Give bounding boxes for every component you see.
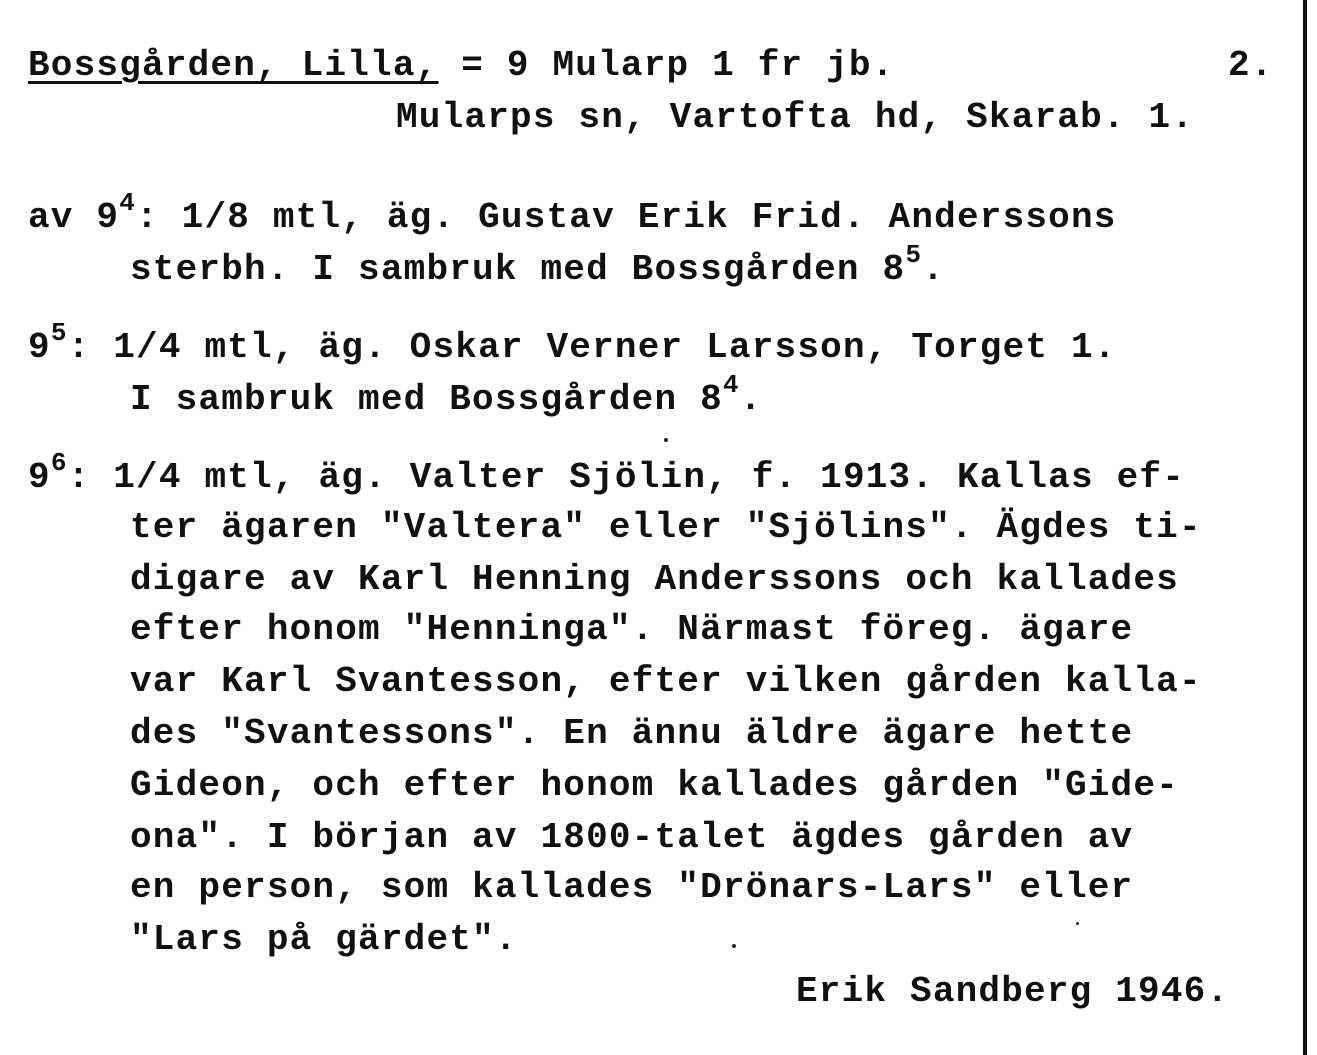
- entry-1-line-1: [28, 188, 1117, 238]
- entry-2-prefix: 9: [28, 327, 51, 368]
- entry-3-sup: 6: [50, 448, 68, 478]
- scan-speck: [1076, 922, 1079, 925]
- card-title-line: [28, 46, 895, 86]
- entry-3-line-6: des "Svantessons". En ännu äldre ägare hette: [130, 713, 1134, 754]
- entry-1-line-2: [130, 240, 945, 290]
- card-title-rest: = 9 Mularp 1 fr jb.: [438, 45, 895, 86]
- entry-1-line-2-end: .: [922, 249, 945, 290]
- entry-1-sup: 4: [119, 188, 137, 218]
- entry-3-line-7: Gideon, och efter honom kallades gården "Gide-: [130, 765, 1179, 806]
- entry-2-sup: 5: [50, 318, 68, 348]
- entry-3-line-3: digare av Karl Henning Anderssons och kallades: [130, 559, 1179, 600]
- entry-2-line-2: [130, 370, 763, 420]
- entry-3-line-2: ter ägaren "Valtera" eller "Sjölins". Ägdes ti-: [130, 507, 1202, 548]
- entry-3-line-9: en person, som kallades "Drönars-Lars" eller: [130, 867, 1134, 908]
- entry-3-line-1: [28, 448, 1185, 498]
- entry-1-text: : 1/8 mtl, äg. Gustav Erik Frid. Anderssons: [136, 197, 1117, 238]
- entry-3-text: : 1/4 mtl, äg. Valter Sjölin, f. 1913. Kallas ef-: [67, 457, 1185, 498]
- card-edge-line: [1303, 0, 1307, 1055]
- card-number: 2.: [1228, 45, 1274, 86]
- entry-3-line-4: efter honom "Henninga". Närmast föreg. ägare: [130, 609, 1134, 650]
- entry-3-line-8: ona". I början av 1800-talet ägdes gården av: [130, 817, 1134, 858]
- entry-2-line-1: [28, 318, 1117, 368]
- scan-speck: [732, 944, 736, 948]
- entry-1-prefix: av 9: [28, 197, 120, 238]
- location-line: Mularps sn, Vartofta hd, Skarab. 1.: [396, 97, 1195, 138]
- scan-speck: [664, 438, 668, 442]
- entry-2-text: : 1/4 mtl, äg. Oskar Verner Larsson, Torget 1.: [67, 327, 1117, 368]
- entry-1-line-2-sup: 5: [905, 240, 923, 270]
- signature: Erik Sandberg 1946.: [796, 971, 1230, 1012]
- entry-3-prefix: 9: [28, 457, 51, 498]
- entry-1-line-2-text: sterbh. I sambruk med Bossgården 8: [130, 249, 906, 290]
- entry-3-line-5: var Karl Svantesson, efter vilken gården kalla-: [130, 661, 1202, 702]
- entry-2-line-2-sup: 4: [722, 370, 740, 400]
- entry-2-line-2-text: I sambruk med Bossgården 8: [130, 379, 723, 420]
- card-title: Bossgården, Lilla,: [28, 45, 439, 86]
- entry-3-line-10: "Lars på gärdet".: [130, 919, 518, 960]
- entry-2-line-2-end: .: [739, 379, 763, 420]
